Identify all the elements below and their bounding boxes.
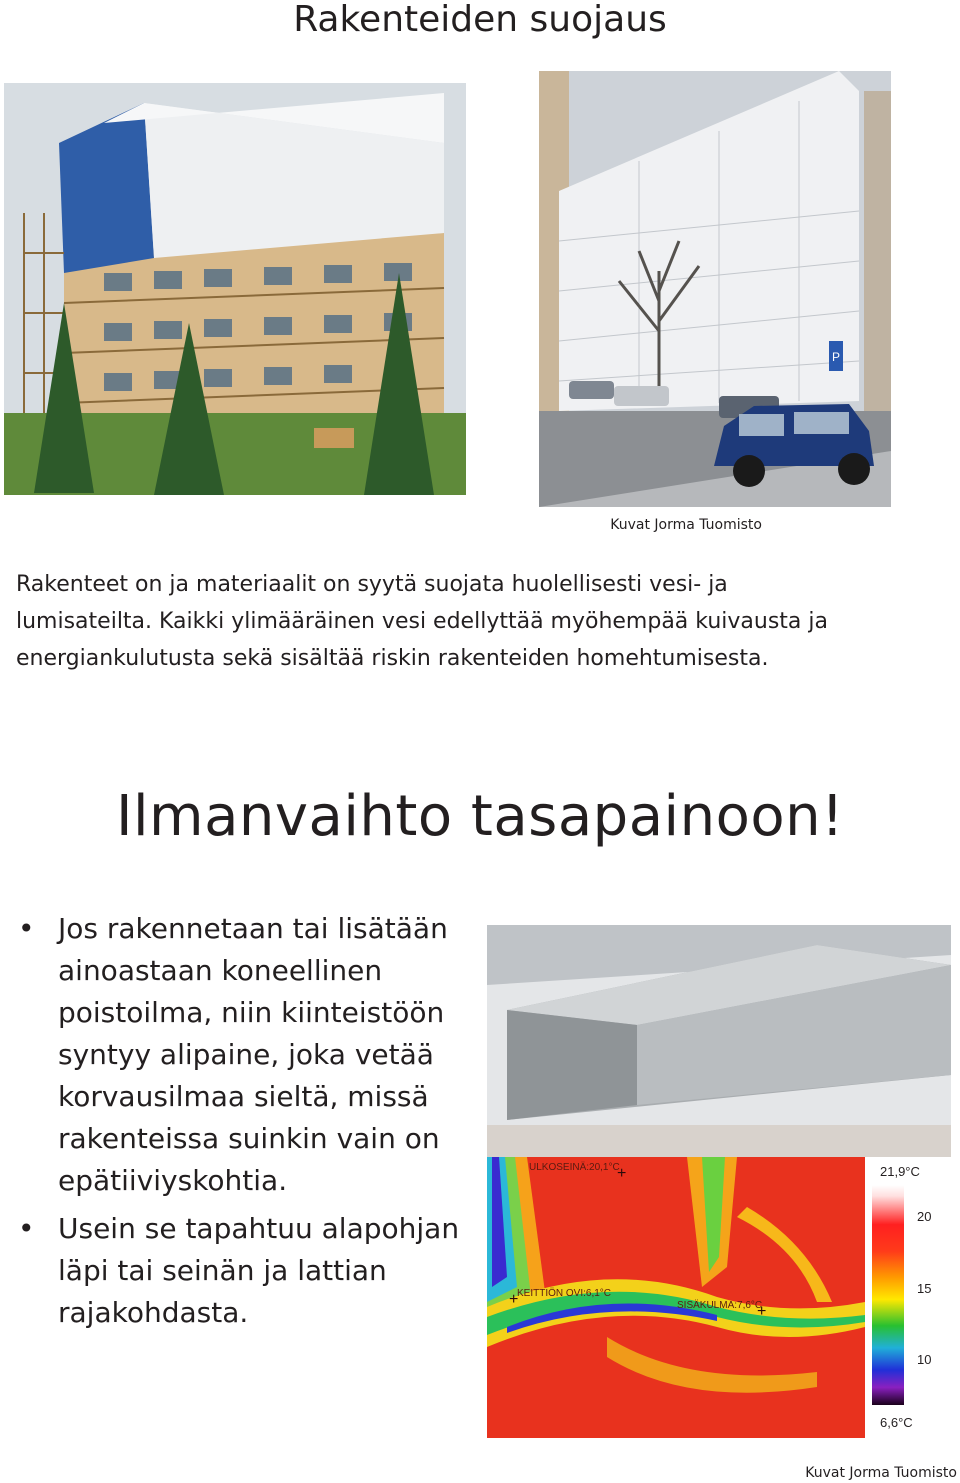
thermal-label-keittion-ovi: KEITTIÖN OVI:6,1°C [517,1288,612,1299]
list-item [16,908,466,1202]
temperature-scale-bar [872,1185,904,1405]
section-heading: Ilmanvaihto tasapainoon! [115,784,845,849]
thermal-label-ulkoseina: ULKOSEINÄ:20,1°C [529,1162,620,1173]
photo-credit-bottom: Kuvat Jorma Tuomisto [805,1465,957,1481]
kitchen-hood-photo [487,925,951,1157]
scale-max-label: 21,9°C [880,1164,920,1179]
body-paragraph: Rakenteet on ja materiaalit on syytä suojata huolellisesti vesi- ja lumisateilta. Kaikki ylimääräinen vesi edellyttää myöhempää kuivausta ja energiankulutusta sekä sisältää riskin rakenteiden homehtumisesta. [16,572,829,671]
list-item [16,1208,466,1334]
scaffolding-building-photo [4,83,466,495]
bullet-icon: • [18,1212,35,1245]
page-title: Rakenteiden suojaus [293,0,667,40]
crosshair-icon: + [617,1165,627,1182]
scale-tick-15: 15 [917,1281,932,1296]
crosshair-icon: + [757,1303,767,1320]
crosshair-icon: + [509,1291,519,1308]
bullet-list [16,908,466,1340]
parking-sign-text: P [832,350,841,364]
bullet-icon: • [18,912,35,945]
scale-tick-20: 20 [917,1209,932,1224]
thermal-label-sisakulma: SISÄKULMA:7,6°C [677,1300,763,1311]
thermal-image [487,1157,865,1438]
scale-min-label: 6,6°C [880,1415,913,1430]
photo-credit-top: Kuvat Jorma Tuomisto [610,517,762,533]
bullet-text: Usein se tapahtuu alapohjan läpi tai seinän ja lattian rajakohdasta. [58,1212,460,1329]
scale-tick-10: 10 [917,1352,932,1367]
wrapped-building-street-photo [539,71,891,507]
bullet-text: Jos rakennetaan tai lisätään ainoastaan koneellinen poistoilma, niin kiinteistöön syntyy alipaine, joka vetää korvausilmaa sieltä, missä rakenteissa suinkin vain on epätiiviyskohtia. [58,912,448,1197]
